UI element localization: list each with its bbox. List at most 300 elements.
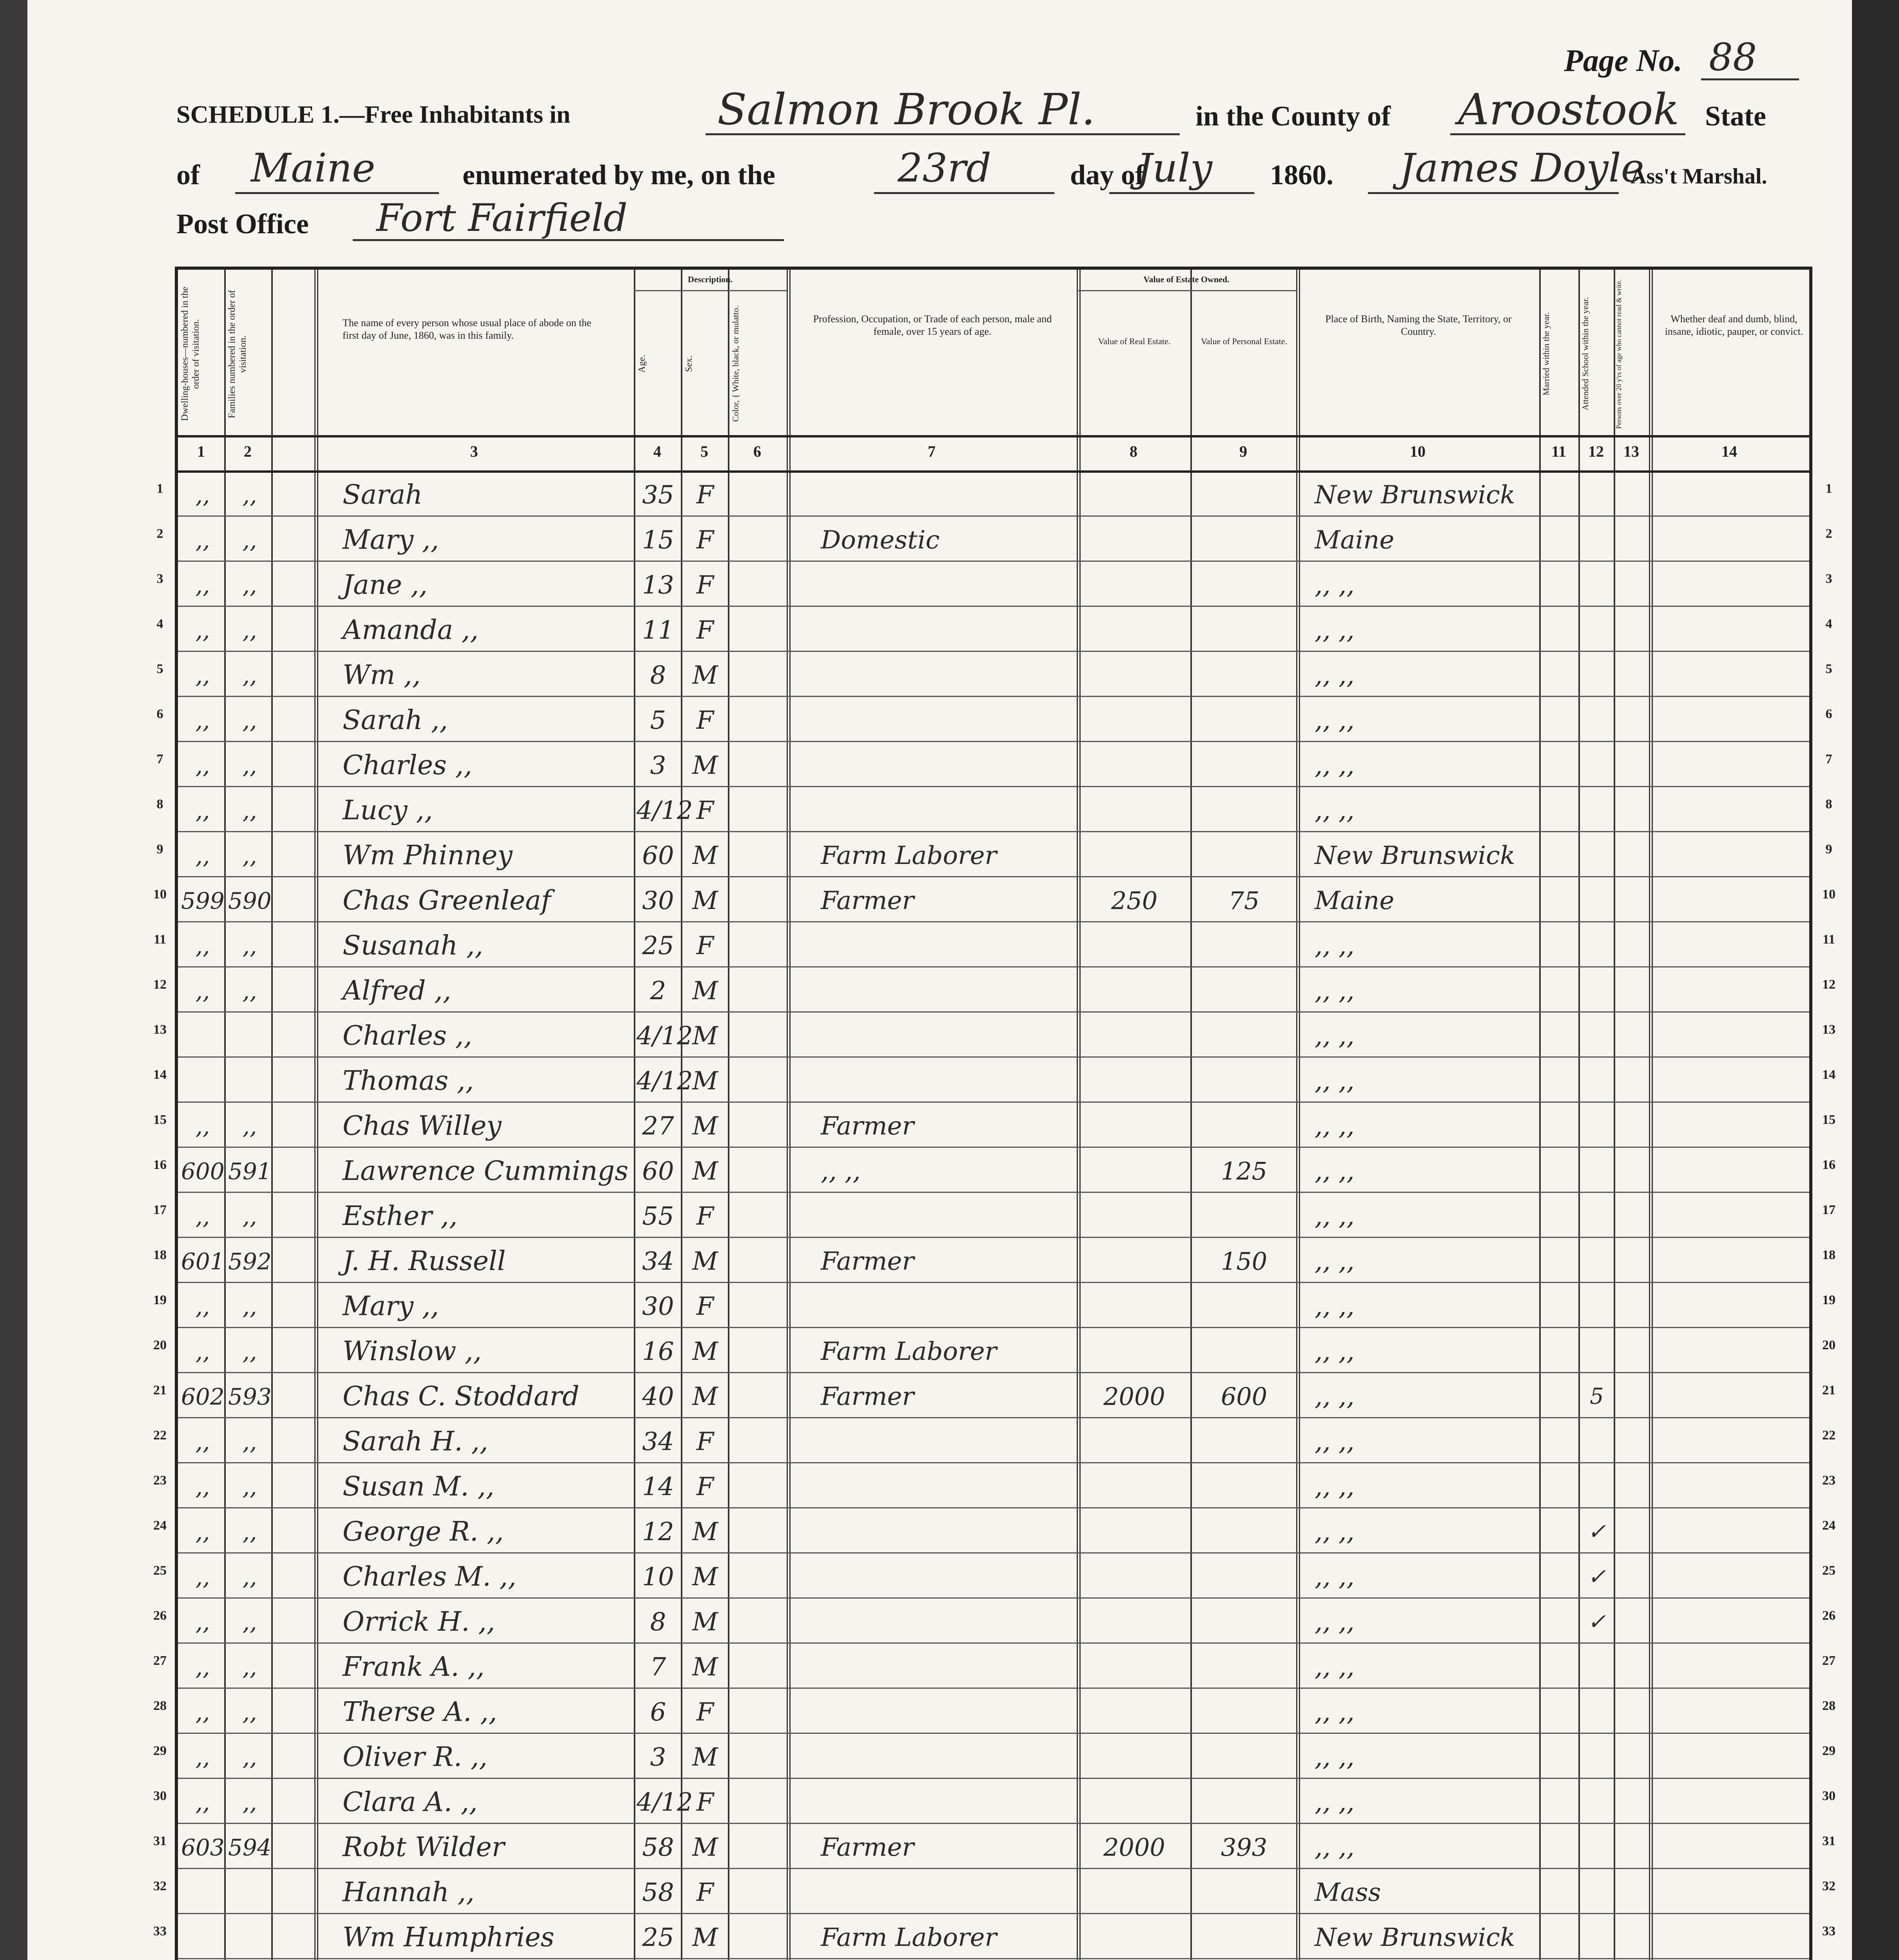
cell-age: 13: [642, 571, 674, 600]
cell-dw: 599: [181, 887, 225, 914]
line-number: 4: [1825, 617, 1832, 631]
scan-edge-right: [1852, 0, 1899, 1960]
cell-birth: ,, ,,: [1315, 1563, 1355, 1592]
county-name: Aroostook: [1458, 84, 1680, 134]
month-underline: [1109, 192, 1254, 194]
col-divider: [1077, 270, 1081, 1960]
cell-name: Sarah: [343, 479, 423, 510]
col-divider: [1578, 270, 1580, 1960]
cell-name: Wm Phinney: [343, 840, 513, 871]
row-divider: [178, 1868, 1809, 1869]
row-divider: [178, 876, 1809, 877]
cell-fam: ,,: [242, 1203, 257, 1230]
colnum-bottom-line: [178, 470, 1809, 473]
cell-age: 4/12: [637, 1022, 693, 1051]
cell-age: 60: [642, 841, 674, 870]
line-number: 33: [1822, 1924, 1836, 1938]
post-office-name: Fort Fairfield: [376, 196, 628, 240]
cell-sex: F: [696, 1788, 714, 1817]
row-divider: [178, 561, 1809, 562]
col-divider: [681, 270, 682, 1960]
col1-header: Dwelling-houses—numbered in the order of visitation.: [180, 287, 201, 421]
header-bottom-line: [178, 435, 1809, 437]
cell-birth: Maine: [1315, 886, 1395, 915]
colnum: 13: [1623, 443, 1639, 460]
cell-fam: ,,: [242, 1744, 257, 1771]
cell-sex: F: [696, 931, 714, 960]
cell-sex: M: [692, 1833, 718, 1862]
line-number: 6: [1825, 707, 1832, 721]
cell-age: 7: [650, 1653, 666, 1682]
cell-dw: ,,: [195, 1113, 210, 1140]
cell-sex: F: [696, 1292, 714, 1321]
cell-fam: ,,: [242, 482, 257, 508]
line-number: 8: [156, 797, 163, 811]
cell-birth: ,, ,,: [1315, 1157, 1355, 1186]
cell-name: Oliver R. ,,: [343, 1742, 488, 1773]
cell-birth: Mass: [1315, 1878, 1381, 1907]
cell-sex: F: [696, 1472, 714, 1501]
line-number: 13: [153, 1022, 167, 1037]
line-number: 11: [153, 932, 167, 947]
cell-dw: 601: [181, 1248, 225, 1275]
cell-re: 2000: [1103, 1382, 1165, 1411]
line-number: 27: [1822, 1653, 1836, 1668]
row-divider: [178, 921, 1809, 922]
cell-sex: M: [692, 1337, 718, 1366]
col12-header: Attended School within the year.: [1580, 297, 1590, 411]
line-number: 16: [1822, 1158, 1836, 1172]
line-number: 31: [153, 1834, 167, 1848]
line-number: 17: [1822, 1203, 1836, 1217]
line-number: 1: [1825, 481, 1832, 496]
line-number: 26: [1822, 1608, 1836, 1623]
cell-fam: ,,: [242, 617, 257, 644]
cell-dw: ,,: [195, 1699, 210, 1726]
cell-name: Sarah ,,: [343, 705, 448, 736]
line-number: 19: [1822, 1293, 1836, 1307]
cell-dw: ,,: [195, 617, 210, 644]
row-divider: [178, 1147, 1809, 1148]
cell-occ: Farmer: [821, 1833, 914, 1862]
cell-name: Robt Wilder: [343, 1832, 505, 1863]
page-label: Page No.: [1564, 44, 1683, 78]
cell-dw: ,,: [195, 1338, 210, 1365]
col-divider: [634, 270, 635, 1960]
cell-name: Wm ,,: [343, 660, 421, 691]
cell-sex: M: [692, 1743, 718, 1772]
cell-age: 55: [642, 1202, 674, 1231]
cell-age: 2: [650, 976, 666, 1005]
line-number: 7: [156, 752, 163, 766]
cell-birth: ,, ,,: [1315, 571, 1355, 600]
page-number-underline: [1701, 78, 1799, 80]
col11-header: Married within the year.: [1541, 312, 1551, 396]
line-number: 18: [1822, 1248, 1836, 1262]
cell-birth: ,, ,,: [1315, 1202, 1355, 1231]
schedule-title: SCHEDULE 1.—Free Inhabitants in: [176, 100, 571, 128]
line-number: 14: [1822, 1067, 1836, 1082]
row-divider: [178, 786, 1809, 787]
line-number: 14: [153, 1067, 167, 1082]
state-underline: [235, 192, 439, 194]
cell-occ: Domestic: [821, 526, 940, 555]
line-number: 11: [1822, 932, 1836, 947]
line-number: 8: [1825, 797, 1832, 811]
post-office-underline: [353, 239, 784, 241]
cell-fam: 592: [228, 1248, 272, 1275]
line-number: 19: [153, 1293, 167, 1307]
cell-occ: Farm Laborer: [821, 1923, 997, 1952]
row-divider: [178, 696, 1809, 697]
cell-age: 8: [650, 661, 666, 690]
cell-fam: 594: [228, 1834, 272, 1861]
cell-age: 3: [650, 1743, 666, 1772]
line-number: 28: [153, 1699, 167, 1713]
cell-sex: F: [696, 1878, 714, 1907]
cell-pe: 393: [1221, 1833, 1268, 1862]
cell-sex: F: [696, 616, 714, 645]
line-number: 9: [1825, 842, 1832, 857]
line-number: 22: [1822, 1428, 1836, 1443]
cell-age: 4/12: [637, 1788, 693, 1817]
colnum: 12: [1588, 443, 1604, 460]
place-underline: [706, 133, 1180, 135]
line-number: 28: [1822, 1699, 1836, 1713]
cell-birth: ,, ,,: [1315, 931, 1355, 960]
cell-dw: ,,: [195, 1744, 210, 1771]
cell-occ: Farmer: [821, 1112, 914, 1141]
cell-age: 14: [642, 1472, 674, 1501]
cell-sex: F: [696, 1427, 714, 1456]
cell-birth: ,, ,,: [1315, 976, 1355, 1005]
description-header: Description.: [687, 274, 733, 284]
cell-dw: ,,: [195, 707, 210, 734]
row-divider: [178, 1282, 1809, 1283]
cell-name: Alfred ,,: [343, 975, 452, 1006]
cell-fam: 593: [228, 1383, 272, 1410]
estate-underline: [1077, 290, 1296, 291]
cell-age: 3: [650, 751, 666, 780]
line-number: 15: [153, 1112, 167, 1127]
cell-age: 58: [642, 1878, 674, 1907]
cell-re: 250: [1111, 886, 1158, 915]
cell-school: ✓: [1587, 1609, 1606, 1635]
cell-sex: M: [692, 841, 718, 870]
cell-sex: M: [692, 1112, 718, 1141]
cell-sex: M: [692, 1022, 718, 1051]
cell-sex: F: [696, 1202, 714, 1231]
cell-dw: ,,: [195, 842, 210, 869]
enumerated-label: enumerated by me, on the: [463, 159, 775, 191]
row-divider: [178, 651, 1809, 652]
cell-sex: M: [692, 1517, 718, 1546]
cell-birth: Maine: [1315, 526, 1395, 555]
line-number: 23: [153, 1473, 167, 1488]
col3-header: The name of every person whose usual place of abode on the first day of June, 1860, was in this family.: [343, 317, 591, 341]
col-divider: [1649, 270, 1653, 1960]
line-number: 27: [153, 1653, 167, 1668]
line-number: 23: [1822, 1473, 1836, 1488]
cell-birth: ,, ,,: [1315, 1743, 1355, 1772]
cell-name: Chas Greenleaf: [343, 885, 551, 916]
col6-header: Color, { White, black, or mulatto.: [731, 306, 740, 422]
cell-dw: ,,: [195, 1428, 210, 1455]
cell-name: Chas Willey: [343, 1111, 502, 1142]
cell-fam: ,,: [242, 1519, 257, 1545]
line-number: 4: [156, 617, 163, 631]
cell-dw: ,,: [195, 752, 210, 779]
colnum: 5: [700, 443, 708, 460]
cell-birth: ,, ,,: [1315, 1067, 1355, 1096]
line-number: 7: [1825, 752, 1832, 766]
cell-dw: ,,: [195, 797, 210, 824]
cell-name: Lawrence Cummings: [343, 1156, 629, 1187]
colnum: 10: [1410, 443, 1426, 460]
cell-name: Amanda ,,: [343, 615, 479, 646]
day-underline: [874, 192, 1054, 194]
line-number: 29: [153, 1744, 167, 1758]
colnum: 8: [1130, 443, 1137, 460]
line-number: 24: [153, 1518, 167, 1533]
cell-birth: ,, ,,: [1315, 1337, 1355, 1366]
colnum: 7: [928, 443, 936, 460]
cell-fam: ,,: [242, 527, 257, 554]
cell-name: Orrick H. ,,: [343, 1606, 495, 1637]
cell-age: 25: [642, 1923, 674, 1952]
marshal-label: Ass't Marshal.: [1631, 164, 1767, 189]
cell-school: ✓: [1587, 1564, 1606, 1590]
cell-name: Mary ,,: [343, 524, 439, 555]
cell-age: 16: [642, 1337, 674, 1366]
of-label: of: [176, 159, 200, 191]
colnum: 3: [470, 443, 478, 460]
cell-name: J. H. Russell: [343, 1246, 506, 1277]
line-number: 16: [153, 1158, 167, 1172]
cell-fam: ,,: [242, 1474, 257, 1500]
county-label: in the County of: [1195, 100, 1391, 132]
row-divider: [178, 1372, 1809, 1373]
cell-dw: 602: [181, 1383, 225, 1410]
line-number: 32: [153, 1879, 167, 1893]
cell-age: 58: [642, 1833, 674, 1862]
cell-dw: ,,: [195, 1293, 210, 1320]
line-number: 25: [153, 1563, 167, 1578]
cell-name: Charles ,,: [343, 1020, 472, 1051]
col-divider: [271, 270, 273, 1960]
col4-header: Age.: [637, 355, 647, 373]
row-divider: [178, 1011, 1809, 1013]
row-divider: [178, 1056, 1809, 1058]
cell-birth: ,, ,,: [1315, 1608, 1355, 1637]
col-divider: [1614, 270, 1615, 1960]
enum-month: July: [1137, 145, 1212, 191]
cell-name: Chas C. Stoddard: [343, 1381, 580, 1412]
cell-dw: ,,: [195, 1519, 210, 1545]
line-number: 26: [153, 1608, 167, 1623]
cell-name: Frank A. ,,: [343, 1651, 485, 1682]
cell-fam: ,,: [242, 842, 257, 869]
cell-fam: ,,: [242, 1338, 257, 1365]
cell-age: 4/12: [637, 796, 693, 825]
cell-fam: ,,: [242, 978, 257, 1004]
col-divider: [1190, 270, 1192, 1960]
cell-dw: ,,: [195, 1609, 210, 1635]
line-number: 3: [156, 572, 163, 586]
cell-fam: ,,: [242, 1654, 257, 1681]
line-number: 33: [153, 1924, 167, 1938]
enum-year: 1860.: [1270, 159, 1333, 191]
cell-school: ✓: [1587, 1519, 1606, 1544]
cell-age: 10: [642, 1563, 674, 1592]
scan-edge-left: [0, 0, 27, 1960]
cell-name: Wm Humphries: [343, 1922, 555, 1953]
cell-fam: ,,: [242, 933, 257, 959]
cell-birth: ,, ,,: [1315, 796, 1355, 825]
row-divider: [178, 1507, 1809, 1508]
colnum: 4: [653, 443, 661, 460]
row-divider: [178, 1552, 1809, 1553]
cell-dw: ,,: [195, 1474, 210, 1500]
cell-dw: 600: [181, 1158, 225, 1185]
description-underline: [634, 290, 787, 291]
cell-sex: M: [692, 1923, 718, 1952]
row-divider: [178, 1237, 1809, 1238]
place-name: Salmon Brook Pl.: [717, 84, 1096, 134]
cell-birth: ,, ,,: [1315, 1517, 1355, 1546]
cell-sex: M: [692, 1157, 718, 1186]
cell-age: 4/12: [637, 1067, 693, 1096]
cell-age: 35: [642, 481, 674, 510]
cell-sex: F: [696, 796, 714, 825]
col13-header: Persons over 20 y'rs of age who cannot read & write.: [1615, 279, 1623, 429]
cell-dw: ,,: [195, 1789, 210, 1816]
cell-name: Clara A. ,,: [343, 1787, 478, 1818]
cell-age: 40: [642, 1382, 674, 1411]
line-number: 22: [153, 1428, 167, 1443]
cell-age: 30: [642, 886, 674, 915]
cell-dw: ,,: [195, 1654, 210, 1681]
cell-occ: Farmer: [821, 1247, 914, 1276]
post-office-label: Post Office: [176, 208, 309, 240]
state-name: Maine: [251, 145, 375, 191]
row-divider: [178, 1823, 1809, 1824]
cell-age: 8: [650, 1608, 666, 1637]
line-number: 12: [1822, 977, 1836, 992]
cell-occ: Farm Laborer: [821, 841, 997, 870]
cell-birth: ,, ,,: [1315, 616, 1355, 645]
cell-birth: New Brunswick: [1315, 481, 1515, 510]
cell-age: 12: [642, 1517, 674, 1546]
cell-fam: ,,: [242, 1789, 257, 1816]
row-divider: [178, 1462, 1809, 1463]
cell-school: 5: [1590, 1384, 1604, 1409]
col-divider: [1296, 270, 1300, 1960]
cell-fam: ,,: [242, 572, 257, 599]
col-divider: [728, 270, 729, 1960]
cell-pe: 600: [1221, 1382, 1268, 1411]
cell-sex: F: [696, 1698, 714, 1727]
cell-birth: ,, ,,: [1315, 1022, 1355, 1051]
cell-birth: ,, ,,: [1315, 1788, 1355, 1817]
cell-occ: ,, ,,: [821, 1157, 861, 1186]
row-divider: [178, 1597, 1809, 1599]
cell-sex: M: [692, 1247, 718, 1276]
row-divider: [178, 1913, 1809, 1914]
page-number: 88: [1709, 35, 1757, 79]
cell-sex: F: [696, 526, 714, 555]
cell-birth: ,, ,,: [1315, 1472, 1355, 1501]
row-divider: [178, 1778, 1809, 1779]
cell-sex: M: [692, 751, 718, 780]
cell-age: 11: [642, 616, 674, 645]
row-divider: [178, 1688, 1809, 1689]
cell-fam: ,,: [242, 752, 257, 779]
enum-day: 23rd: [898, 145, 992, 191]
row-divider: [178, 831, 1809, 832]
line-number: 15: [1822, 1112, 1836, 1127]
state-label: State: [1705, 100, 1766, 132]
line-number: 5: [1825, 662, 1832, 676]
cell-pe: 150: [1221, 1247, 1268, 1276]
cell-name: Sarah H. ,,: [343, 1426, 488, 1457]
cell-sex: M: [692, 886, 718, 915]
cell-age: 34: [642, 1247, 674, 1276]
cell-fam: ,,: [242, 1609, 257, 1635]
estate-header: Value of Estate Owned.: [1143, 274, 1230, 284]
cell-dw: ,,: [195, 933, 210, 959]
cell-dw: ,,: [195, 482, 210, 508]
cell-name: Charles ,,: [343, 750, 472, 781]
cell-pe: 125: [1221, 1157, 1268, 1185]
cell-fam: ,,: [242, 797, 257, 824]
line-number: 18: [153, 1248, 167, 1262]
cell-birth: ,, ,,: [1315, 1653, 1355, 1682]
cell-dw: ,,: [195, 572, 210, 599]
cell-name: Therse A. ,,: [343, 1697, 497, 1728]
cell-sex: F: [696, 481, 714, 510]
row-divider: [178, 515, 1809, 517]
cell-name: Winslow ,,: [343, 1336, 482, 1367]
col5-header: Sex.: [684, 356, 694, 372]
line-number: 20: [1822, 1338, 1836, 1352]
cell-birth: ,, ,,: [1315, 1427, 1355, 1456]
line-number: 20: [153, 1338, 167, 1352]
marshal-underline: [1368, 192, 1619, 194]
census-table: [175, 267, 1812, 1960]
cell-sex: F: [696, 571, 714, 600]
cell-name: Susanah ,,: [343, 930, 483, 961]
row-divider: [178, 606, 1809, 607]
line-number: 2: [156, 526, 163, 541]
cell-occ: Farmer: [821, 886, 914, 915]
line-number: 29: [1822, 1744, 1836, 1758]
col2-header: Families numbered in the order of visitation.: [227, 290, 248, 418]
cell-age: 25: [642, 931, 674, 960]
line-number: 30: [153, 1789, 167, 1803]
line-number: 5: [156, 662, 163, 676]
cell-sex: M: [692, 661, 718, 690]
colnum: 1: [197, 443, 205, 460]
cell-fam: ,,: [242, 707, 257, 734]
cell-name: Esther ,,: [343, 1201, 458, 1232]
cell-sex: M: [692, 1653, 718, 1682]
marshal-name: James Doyle: [1399, 145, 1644, 191]
row-divider: [178, 741, 1809, 742]
cell-occ: Farm Laborer: [821, 1337, 997, 1366]
cell-name: Susan M. ,,: [343, 1471, 495, 1502]
day-of-label: day of: [1070, 159, 1145, 191]
